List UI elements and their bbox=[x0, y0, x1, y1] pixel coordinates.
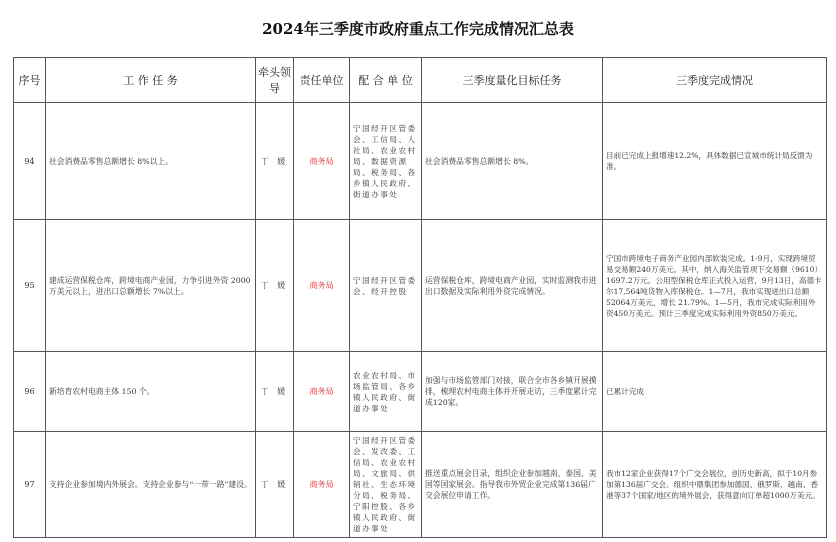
row-partner: 农业农村局、市场监管局、各乡镇人民政府、街道办事处 bbox=[353, 370, 417, 413]
summary-table bbox=[13, 57, 827, 538]
row-task: 新培育农村电商主体 150 个。 bbox=[49, 387, 155, 396]
row-no: 94 bbox=[24, 156, 35, 166]
row-target: 推送重点展会目录，组织企业参加越南、泰国、美国等国家展会。指导我市外贸企业完成第136届广交会展位申请工作。 bbox=[425, 469, 597, 500]
row-no: 97 bbox=[24, 480, 35, 489]
row-partner: 宁国经开区管委会、发改委、工信局、农业农村局、文旅局、供销社、生态环境分局、税务局、宁阳控股、各乡镇人民政府、街道办事处 bbox=[353, 436, 417, 533]
row-unit: 商务局 bbox=[309, 387, 334, 396]
row-partner: 宁国经开区管委会、工信局、人社局、农业农村局、数据资源局、税务局、各乡镇人民政府、街道办事处 bbox=[353, 123, 417, 199]
row-status: 目前已完成上报增速12.2%，具体数据已宣城市统计局反馈为准。 bbox=[606, 151, 813, 171]
table-row bbox=[14, 220, 827, 352]
header-status: 三季度完成情况 bbox=[603, 58, 827, 103]
row-lead: 丁 媛 bbox=[260, 387, 289, 396]
row-target: 社会消费品零售总额增长 8%。 bbox=[425, 156, 534, 166]
row-target: 运营保税仓库，跨境电商产业园，实时监测我市进出口数据及实际利用外资完成情况。 bbox=[425, 275, 597, 296]
row-lead: 丁 媛 bbox=[260, 156, 289, 166]
header-no: 序号 bbox=[14, 58, 46, 103]
row-lead: 丁 媛 bbox=[260, 480, 289, 489]
row-target: 加强与市场监管部门对接，联合全市各乡镇开展摸排，梳理农村电商主体并开展走访，三季度累计完成120家。 bbox=[425, 376, 597, 407]
row-lead: 丁 媛 bbox=[260, 281, 289, 290]
header-unit: 责任单位 bbox=[294, 58, 350, 103]
row-unit: 商务局 bbox=[309, 480, 334, 489]
row-no: 96 bbox=[24, 387, 35, 396]
row-task: 建成运营保税仓库，跨境电商产业园，力争引进外资 2000 万美元以上，进出口总额增长 7%以上。 bbox=[49, 275, 251, 296]
row-no: 95 bbox=[24, 281, 35, 290]
row-status: 我市12家企业获得17个广交会展位，创历史新高，拟于10月参加第136届广交会。组织中鼎集团参加德国、俄罗斯、越南、香港等37个国家/地区的境外展会，获得意向订单超1000万美元。 bbox=[606, 469, 820, 500]
table-row bbox=[14, 352, 827, 432]
table-row bbox=[14, 432, 827, 538]
row-task: 社会消费品零售总额增长 8%以上。 bbox=[49, 156, 174, 166]
row-status: 宁国市跨境电子商务产业园内部软装完成。1-9月，实现跨境贸易交易额240万美元。其中，纳入海关监管项下交易额（9610）1697.2万元。公用型保税仓库正式投入运营，9月13日，高德卡尔17,564吨货物入库保税仓。1—7月，我市实现进出口总额52064万美元，增长 21.79%。1—5月，我市完成实际利用外资450万美元。预计三季度完成实际利用外资850万美元。 bbox=[606, 253, 823, 318]
row-unit: 商务局 bbox=[309, 281, 334, 290]
header-task: 工 作 任 务 bbox=[46, 58, 256, 103]
table-row bbox=[14, 103, 827, 220]
row-unit: 商务局 bbox=[309, 156, 334, 166]
row-task: 支持企业参加境内外展会。支持企业参与“一带一路”建设。 bbox=[49, 480, 252, 489]
header-row bbox=[14, 58, 827, 103]
header-lead: 牵头领导 bbox=[256, 58, 294, 103]
header-partner: 配 合 单 位 bbox=[350, 58, 422, 103]
row-partner: 宁国经开区管委会、经开控股 bbox=[353, 275, 417, 296]
row-status: 已累计完成 bbox=[606, 387, 644, 396]
header-target: 三季度量化目标任务 bbox=[422, 58, 603, 103]
page-title: 2024年三季度市政府重点工作完成情况汇总表 bbox=[262, 20, 574, 38]
